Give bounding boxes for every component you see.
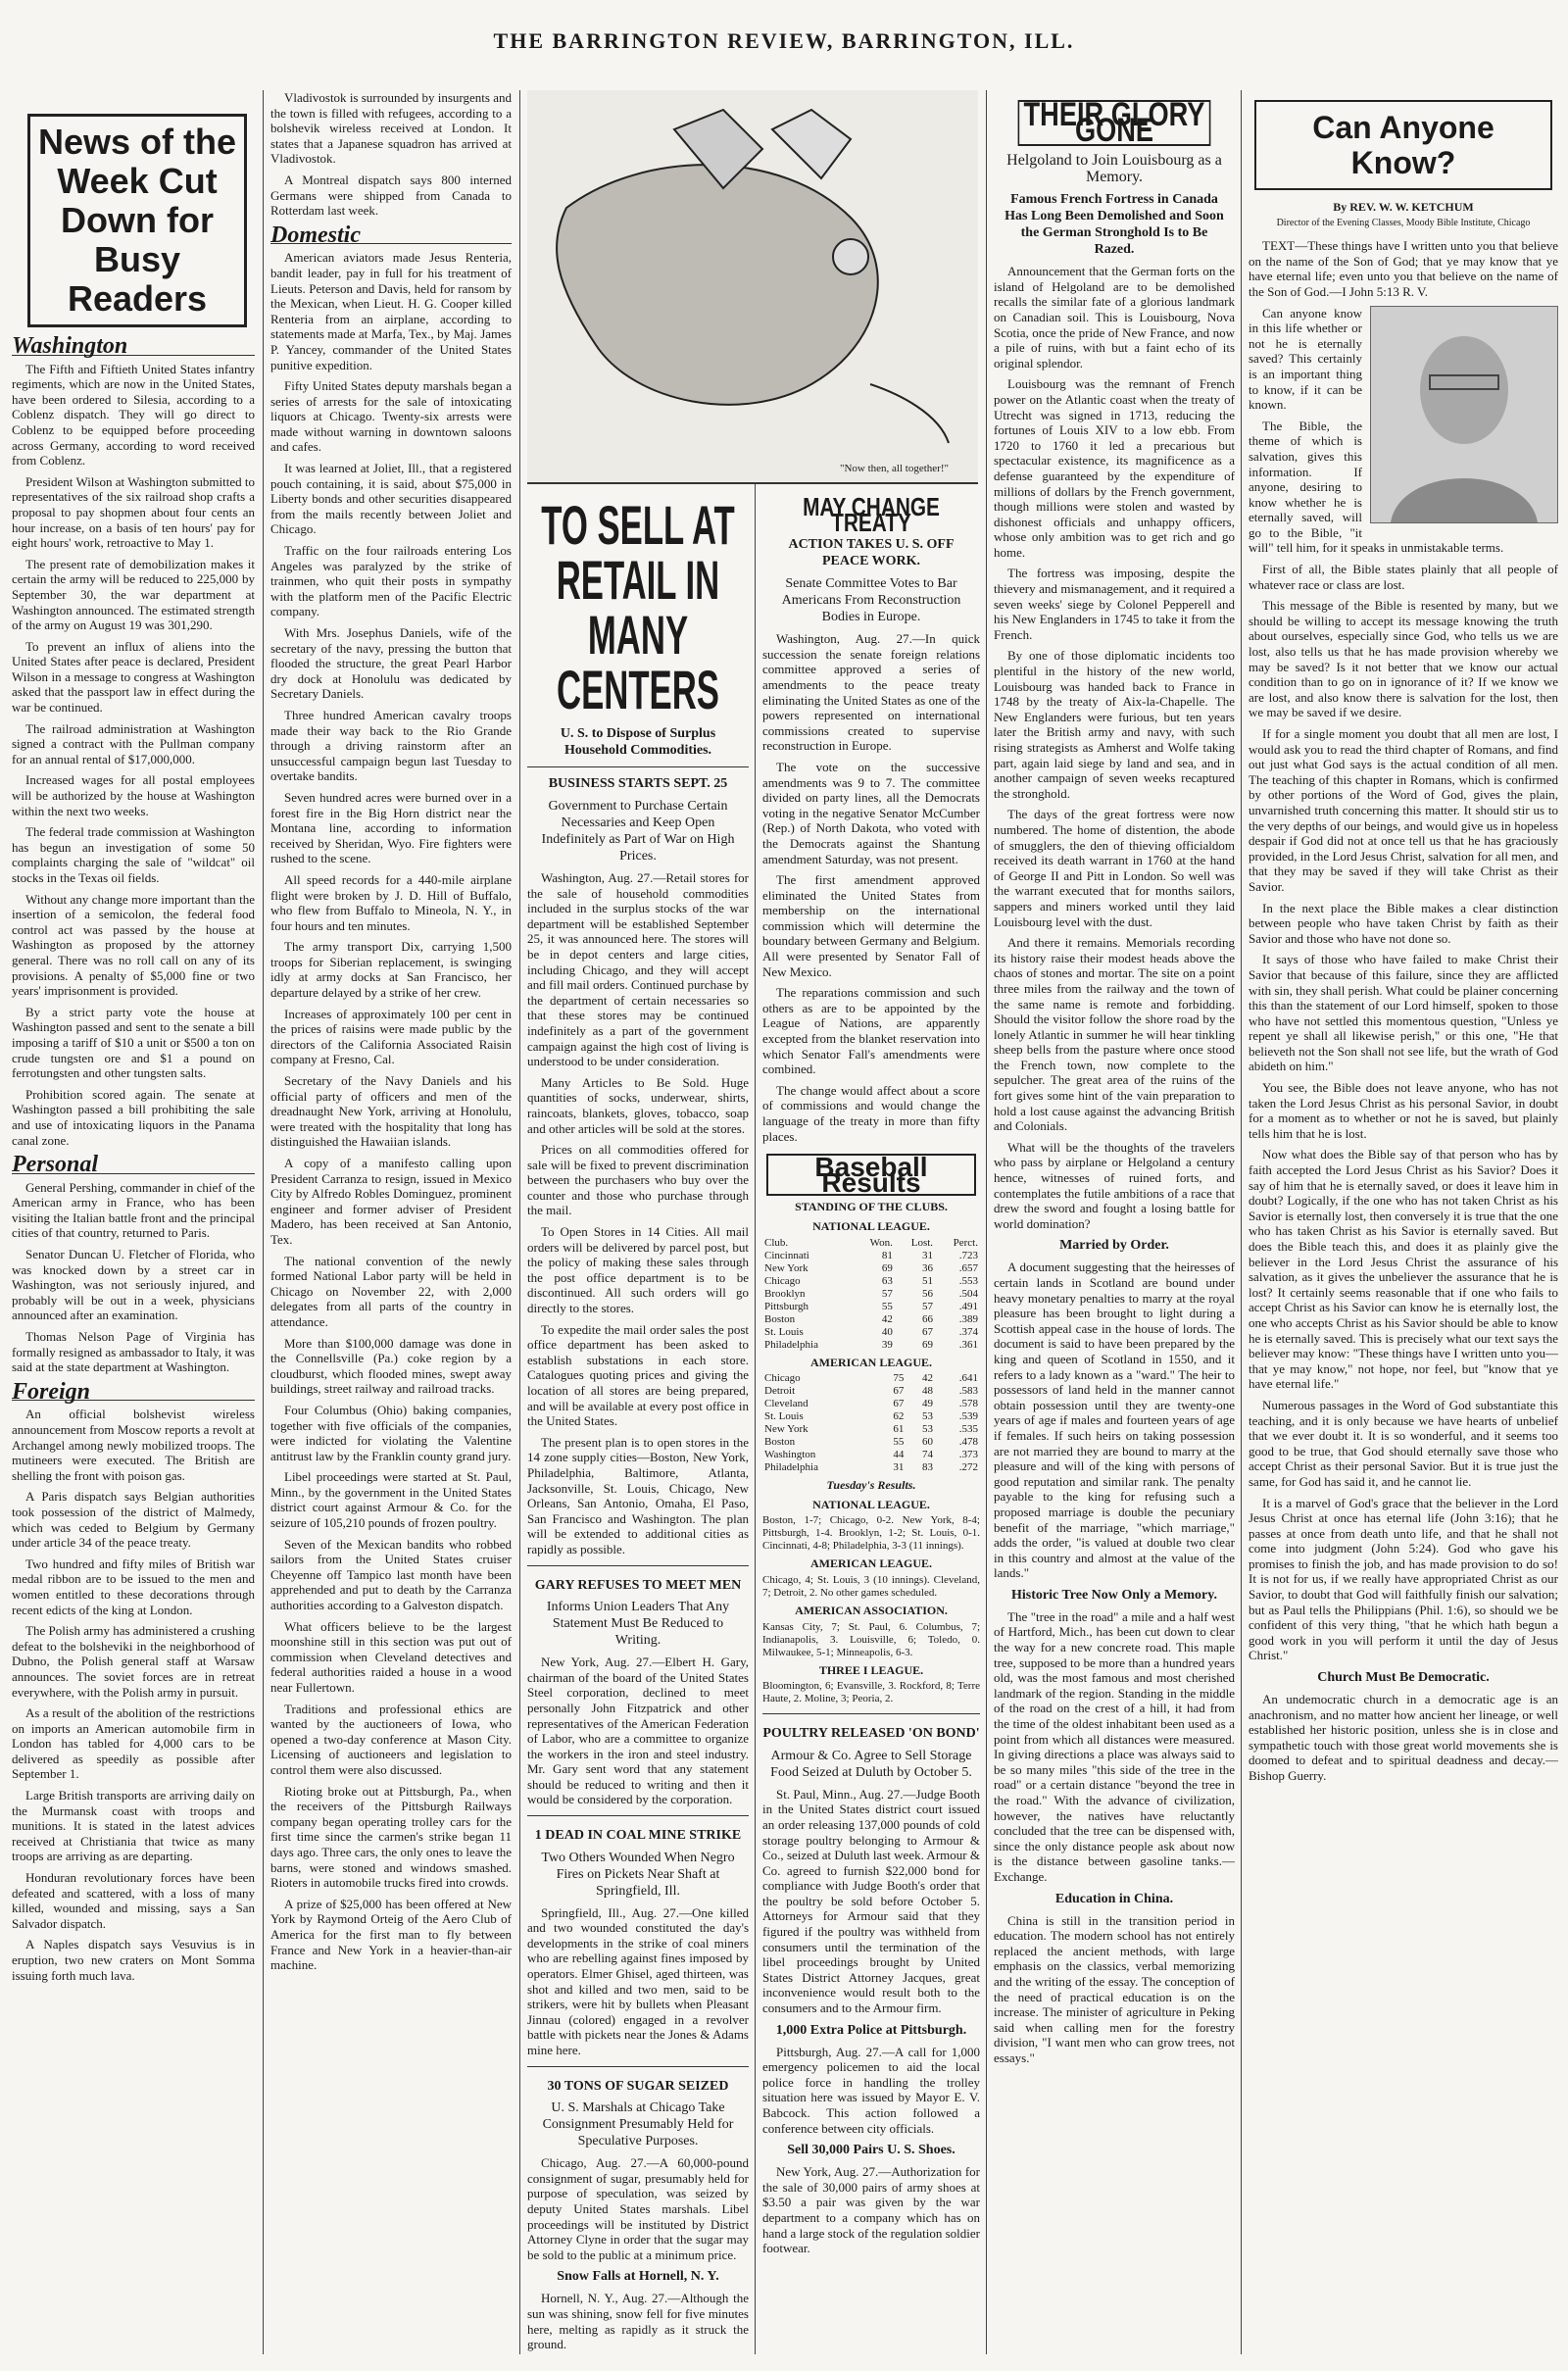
article-paragraph: The federal trade commission at Washington has begun an investigation of some 50 complaints charging the sale of "wildcat" oil stocks in the Texas oil fields. xyxy=(12,824,255,885)
tree-body: The "tree in the road" a mile and a half west of Hartford, Mich., has been cut down to clear the way for a new concrete road. This maple tree, supposed to be more than a hundred years old, was the most famous and most cherished landmark of the region. Standing in the middle of the road on the crest of a hill, it had from the time of the oldest inhabitant been used as a point from which all distances were measured. In giving directions a place was always said to be so many miles "this side of the tree in the road" or a certain distance "beyond the tree in the road." With the advance of civilization, however, the natives have reluctantly concluded that the tree can be dispensed with, since the only distance people ask about now is the distance between gasoline tanks.—Exchange. xyxy=(994,1608,1235,1884)
table-cell: 83 xyxy=(921,1461,933,1474)
table-row xyxy=(762,1301,980,1313)
editorial-cartoon xyxy=(527,90,978,484)
table-row xyxy=(762,1385,980,1398)
table-cell: .373 xyxy=(958,1449,978,1461)
table-cell: Detroit xyxy=(764,1385,796,1398)
article-paragraph: With Mrs. Josephus Daniels, wife of the secretary of the navy, pressing the button that flooded the structure, the great Pearl Harbor dry dock at Honolulu was dedicated by Secretary Daniels. xyxy=(270,625,512,702)
table-row xyxy=(762,1423,980,1436)
standings-head: STANDING OF THE CLUBS. xyxy=(795,1200,948,1214)
article-paragraph: Traffic on the four railroads entering Los Angeles was paralyzed by the strike of trainmen, who quit their posts in sympathy with the platform men of the Pacific Electric company. xyxy=(270,543,512,619)
deck-treaty: ACTION TAKES U. S. OFF PEACE WORK. xyxy=(788,537,955,569)
article-paragraph: First of all, the Bible states plainly that all people of whatever race or class are lost. xyxy=(1249,562,1558,592)
shoes-body: New York, Aug. 27.—Authorization for the sale of 30,000 pairs of army shoes at $3.50 a pair was given by the war department to a company which has on hand a large stock of the regulation soldier footwear. xyxy=(762,2164,980,2256)
article-paragraph: Louisbourg was the remnant of French power on the Atlantic coast when the treaty of Utrecht was signed in 1713, reducing the fortunes of Louis XIV to a low ebb. From 1720 to 1760 it led a precarious but spectacular existence, its magnificence as a defense guaranteed by the expenditure of millions of dollars by the French government, though millions were stolen and wasted by dishonest officials and unhappy officers, whose only ambition was to get rich and go home. xyxy=(994,376,1235,560)
sermon-text-verse: TEXT—These things have I written unto you that believe on the name of the Son of God; that ye may know that ye have eternal life; even unto you that believe on the name of the Son of God.—I John 5:13 R. V. xyxy=(1249,238,1558,299)
table-cell: St. Louis xyxy=(764,1410,804,1423)
column-header: Club. xyxy=(764,1236,789,1249)
snow-body: Hornell, N. Y., Aug. 27.—Although the sun was shining, snow fell for five minutes here, melting as rapidly as it struck the ground. xyxy=(527,2291,749,2352)
section-washington: Washington xyxy=(12,339,255,356)
article-paragraph: To prevent an influx of aliens into the United States after peace is declared, President Wilson in a message to congress at Washington asked that the passport law in effect during the war be continued. xyxy=(12,638,255,716)
tuesday-results-head: Tuesday's Results. xyxy=(826,1478,916,1493)
article-paragraph: Honduran revolutionary forces have been defeated and scattered, with a loss of many killed, wounded and missing, says a San Salvador dispatch. xyxy=(12,1870,255,1931)
deck-government: Government to Purchase Certain Necessaries and Keep Open Indefinitely as Part of War on High Prices. xyxy=(541,799,735,864)
article-paragraph: It was learned at Joliet, Ill., that a registered pouch containing, it is said, about $75,000 in Liberty bonds and other securities disappeared from the mails recently between Joliet and Chicago. xyxy=(270,461,512,537)
article-paragraph: By a strict party vote the house at Washington passed and sent to the senate a bill imposing a tariff of $10 a unit or $500 a ton on crude tungsten ore and $1 a pound on ferrotungsten and other tungsten salts. xyxy=(12,1004,255,1081)
table-cell: Cincinnati xyxy=(764,1249,809,1261)
deck-mine: Two Others Wounded When Negro Fires on Pickets Near Shaft at Springfield, Ill. xyxy=(541,1850,735,1899)
article-paragraph: A copy of a manifesto calling upon President Carranza to resign, issued in Mexico City by Alfredo Robles Dominguez, prominent engineer and former adviser of President Madero, has been received at San Antonio, Tex. xyxy=(270,1156,512,1247)
table-cell: 31 xyxy=(922,1249,934,1261)
table-cell: Chicago xyxy=(764,1372,801,1385)
article-paragraph: President Wilson at Washington submitted to representatives of the six railroad shop crafts a proposal to pay shopmen about four cents an hour increase, on a basis of ten hours' pay for eight hours' work, retroactive to May 1. xyxy=(12,473,255,551)
article-paragraph: More than $100,000 damage was done in the Connellsville (Pa.) coke region by a cloudburst, which flooded mines, swept away buildings, street railway and railroad tracks. xyxy=(270,1335,512,1397)
divider xyxy=(527,2066,749,2067)
table-cell: .657 xyxy=(958,1261,978,1274)
table-cell: 48 xyxy=(921,1385,933,1398)
article-paragraph: A Paris dispatch says Belgian authorities took possession of the district of Malmedy, which was ceded to Belgium by Germany under article 34 of the peace treaty. xyxy=(12,1489,255,1551)
table-cell: Boston xyxy=(764,1436,796,1449)
table-cell: 55 xyxy=(893,1436,905,1449)
table-cell: 31 xyxy=(893,1461,905,1474)
sermon-title: Can Anyone Know? xyxy=(1312,110,1494,180)
deck-glory-2: Famous French Fortress in Canada Has Long Been Demolished and Soon the German Stronghold Is to Be Razed. xyxy=(1004,192,1224,258)
table-cell: .535 xyxy=(958,1423,978,1436)
table-cell: St. Louis xyxy=(764,1325,804,1338)
table-cell: .583 xyxy=(958,1385,978,1398)
table-cell: .361 xyxy=(958,1338,978,1351)
column-rule xyxy=(519,90,520,2354)
headline-gary: GARY REFUSES TO MEET MEN xyxy=(534,1577,742,1593)
section-personal: Personal xyxy=(12,1158,255,1174)
table-cell: Cleveland xyxy=(764,1398,808,1410)
headline-tree: Historic Tree Now Only a Memory. xyxy=(1011,1587,1217,1603)
divider xyxy=(762,1713,980,1714)
deck-sugar: U. S. Marshals at Chicago Take Consignment Presumably Held for Speculative Purposes. xyxy=(542,2100,734,2149)
table-cell: .389 xyxy=(958,1312,978,1325)
article-paragraph: The reparations commission and such others as are to be appointed by the League of Nations, are apparently excepted from the blanket reservation into which Senator Fall's amendments were combined. xyxy=(762,985,980,1077)
article-paragraph: Traditions and professional ethics are wanted by the auctioneers of Iowa, who opened a two-day conference at Mason City. Licensing of auctioneers and legislation to control them were also discussed. xyxy=(270,1701,512,1777)
article-paragraph: The days of the great fortress were now numbered. The home of distention, the abode of smugglers, the den of thieving officialdom received its death warrant in 1760 at the hand of George II and Pitt in London. So well was the warrant executed that for months sailors, sappers and miners worked until they laid Louisbourg level with the dust. xyxy=(994,807,1235,929)
church-body: An undemocratic church in a democratic age is an anachronism, and no matter how ancient her lineage, or well established her historic position, unless she is in close and sympathetic touch with those great world movements she is doomed to defeat and to spiritual deadness and decay.—Bishop Guerry. xyxy=(1249,1692,1558,1783)
article-paragraph: And there it remains. Memorials recording its history raise their modest heads above the chaos of stones and mortar. The site on a point three miles from the railway and the town of the same name is remote and forbidding. Should the visitor follow the shore road by the lonely Atlantic in summer he will hear tinkling sheep bells from the pasture where once stood the French town, now complete to the sepulcher. The great area of the ruins of the fort gives some hint of the vain preparation to hold a lost cause against the advancing British and Colonials. xyxy=(994,935,1235,1134)
article-paragraph: Now what does the Bible say of that person who has by faith accepted the Lord Jesus Christ as his Savior? Does it say of him that he is eternally saved, or does it leave him in doubt? Logically, if the one who has not taken Christ as his Savior is eternally lost, then conversely it is true that the one who has taken Christ as his Savior is eternally saved. But does the Bible teach this, and does it as plainly give the believer in the Lord Jesus Christ the assurance of his salvation, as it gives the unbeliever the assurance that he is lost? It certainly seems reasonable that if one who fails to accept Christ as his Savior can know he is eternally lost, the one who accepts Christ as his Savior should be able to know he is eternally saved. This is precisely what our text says the believer may know: "These things have I written unto you—that ye may know," not hope, nor feel, but "know that ye have eternal life." xyxy=(1249,1147,1558,1392)
table-cell: 62 xyxy=(893,1410,905,1423)
headline-church: Church Must Be Democratic. xyxy=(1317,1670,1490,1686)
article-paragraph: Prices on all commodities offered for sale will be fixed to prevent discrimination between the purchasers who buy over the counter and those who purchase through the mail. xyxy=(527,1142,749,1218)
section-foreign: Foreign xyxy=(12,1385,255,1402)
column-header: Won. xyxy=(869,1236,893,1249)
table-cell: 53 xyxy=(921,1423,933,1436)
article-paragraph: Four Columbus (Ohio) baking companies, together with five officials of the companies, were indicted for violating the Valentine antitrust law by the Franklin county grand jury. xyxy=(270,1402,512,1463)
deck-retail: U. S. to Dispose of Surplus Household Commodities. xyxy=(560,726,716,758)
married-body: A document suggesting that the heiresses of certain lands in Scotland are bound under heavy monetary penalties to marry at the royal pleasure has been brought to light during a Scottish appeal case in the house of lords. The document is said to have been prepared by the king and queen of Scotland in 1550, and it refers to a lady known as a "ward." The heir to possessors of land held in the manner cannot obtain possession until they are twenty-one years of age if males and fourteen years of age if females. If such heirs on taking possession are not married they are bound to marry at the pleasure and will of the king with persons of good reputation and similar rank. The penalty payable to the king for refusing such a proposed marriage is double the pecuniary benefit of the marriage, "which marriage," adds the order, "is valued at double two clear in this country and almost at the value of the lands." xyxy=(994,1260,1235,1581)
tuesday-nl-head: NATIONAL LEAGUE. xyxy=(812,1497,930,1511)
table-cell: 67 xyxy=(922,1325,934,1338)
article-paragraph: Without any change more important than the insertion of a semicolon, the federal food control act was passed by the house at Washington as proposed by the attorney general. There was no roll call on any of its provisions. A penalty of $5,000 fine or two years' imprisonment is provided. xyxy=(12,891,255,999)
washington-items xyxy=(12,362,255,1149)
article-paragraph: A Naples dispatch says Vesuvius is in eruption, two new craters on Mont Somma issuing forth much lava. xyxy=(12,1937,255,1983)
table-row xyxy=(762,1436,980,1449)
sermon-title-box xyxy=(1254,100,1552,190)
article-paragraph: The Fifth and Fiftieth United States infantry regiments, which are now in the United States, have been ordered to Silesia, according to a Coblenz dispatch. They will go direct to Coblenz to be equipped before proceeding across Germany, according to word received from Coblenz. xyxy=(12,361,255,469)
column-header: Perct. xyxy=(953,1236,978,1249)
article-paragraph: If for a single moment you doubt that all men are lost, I would ask you to read the third chapter of Romans, and find out just what God says is the actual condition of all men. The teaching of this chapter in Romans, which is confirmed by other portions of the Word of God, gives the plain, unvarnished truth concerning this matter. It should stir us to the very depths of our beings, and would give us in hopeless despair if God did not at once tell us that he has graciously provided, in the Lord Jesus Christ, salvation for all men, and that they may be saved if they will take Christ as their Savior. xyxy=(1249,726,1558,894)
table-cell: Pittsburgh xyxy=(764,1300,809,1312)
table-cell: 69 xyxy=(922,1338,934,1351)
table-cell: 66 xyxy=(922,1312,934,1325)
table-cell: 57 xyxy=(922,1300,934,1312)
article-paragraph: Springfield, Ill., Aug. 27.—One killed and two wounded constituted the day's developments in the strike of coal miners who are rebelling against fines imposed by operators. Elmer Ghisel, aged thirteen, was shot and killed and two men, said to be strikers, were hit by bullets when Pleasant Jinnau (colored) engaged in a revolver battle with pickets near the Jones & Adams mine here. xyxy=(527,1904,749,2057)
table-row xyxy=(762,1275,980,1288)
article-paragraph: The present plan is to open stores in the 14 zone supply cities—Boston, New York, Philadelphia, Baltimore, Atlanta, Jacksonville, St. Louis, Chicago, New Orleans, San Antonio, Omaha, El Paso, San Francisco and Washington. The plan will be extended to additional cities as rapidly as possible. xyxy=(527,1434,749,1556)
table-cell: 36 xyxy=(922,1261,934,1274)
sermon-byline: By REV. W. W. KETCHUM xyxy=(1333,200,1474,214)
tuesday-al-head: AMERICAN LEAGUE. xyxy=(809,1556,932,1571)
deck-glory: Helgoland to Join Louisbourg as a Memory. xyxy=(1006,152,1222,186)
headline-sugar: 30 TONS OF SUGAR SEIZED xyxy=(547,2078,729,2094)
article-paragraph: American aviators made Jesus Renteria, bandit leader, pay in full for his treatment of Lieuts. Peterson and Davis, held for ransom by the Mexican, when Lieut. H. G. Cooper killed Renteria from an airplane, according to statements made at Marfa, Tex., by Maj. James P. Yancey, commander of the United States punitive expedition. xyxy=(270,250,512,372)
headline-married: Married by Order. xyxy=(1059,1238,1169,1254)
article-paragraph: The army transport Dix, carrying 1,500 troops for Siberian replacement, is swinging idly at army docks at San Francisco, her departure delayed by a strike of her crew. xyxy=(270,939,512,1001)
table-cell: .539 xyxy=(958,1410,978,1423)
tuesday-3i-head: THREE I LEAGUE. xyxy=(818,1662,924,1677)
article-paragraph: The fortress was imposing, despite the thievery and mismanagement, and it required a seven weeks' siege by Colonel Pepperell and his New Englanders in 1745 to take it from the French. xyxy=(994,566,1235,642)
article-paragraph: Chicago, Aug. 27.—A 60,000-pound consignment of sugar, presumably held for purpose of speculation, was seized by deputy United States marshals. Libel proceedings will be instituted by District Attorney Clyne in order that the sugar may be sold to the public at a minimum price. xyxy=(527,2155,749,2262)
table-row xyxy=(762,1372,980,1385)
masthead: THE BARRINGTON REVIEW, BARRINGTON, ILL. xyxy=(493,28,1075,53)
column-header: Lost. xyxy=(910,1236,934,1249)
tuesday-nl-results: Boston, 1-7; Chicago, 0-2. New York, 8-4; Pittsburgh, 1-4. Brooklyn, 1-2; St. Louis, 0-1. Cincinnati, 4-8; Philadelphia, 3-3 (11 innings). xyxy=(762,1514,980,1553)
table-cell: Chicago xyxy=(764,1274,801,1287)
article-paragraph: Seven hundred acres were burned over in a forest fire in the Big Horn district near the Montana line, according to information received by Sheridan, Wyo. Fire fighters were rushed to the scene. xyxy=(270,789,512,866)
article-paragraph: Senator Duncan U. Fletcher of Florida, who was knocked down by a street car in Washington, was not seriously injured, and probably will be out in a week, physicians announced after an examination. xyxy=(12,1247,255,1323)
column-can-anyone-know xyxy=(1249,90,1558,2354)
national-standings-table xyxy=(762,1237,980,1352)
table-cell: Philadelphia xyxy=(764,1461,818,1474)
table-cell: 60 xyxy=(921,1436,933,1449)
baseball-box xyxy=(766,1154,976,1196)
article-paragraph: The present rate of demobilization makes it certain the army will be reduced to 225,000 by September 30, the war department at Washington announced. The estimated strength of the army on August 19 was 301,290. xyxy=(12,556,255,633)
article-paragraph: The railroad administration at Washington signed a contract with the Pullman company for an annual rental of $17,000,000. xyxy=(12,720,255,766)
article-paragraph: An official bolshevist wireless announcement from Moscow reports a revolt at Archangel among newly mobilized troops. The mutineers were executed. The British are shelling the front with poison gas. xyxy=(12,1407,255,1483)
table-cell: 55 xyxy=(881,1300,893,1312)
article-paragraph: Thomas Nelson Page of Virginia has formally resigned as ambassador to Italy, it was said at the state department at Washington. xyxy=(12,1329,255,1375)
table-cell: .272 xyxy=(958,1461,978,1474)
headline-poultry: POULTRY RELEASED 'ON BOND' xyxy=(762,1726,980,1742)
column-rule xyxy=(986,90,987,2354)
tuesday-3i-results: Bloomington, 6; Evansville, 3. Rockford, 8; Terre Haute, 2. Moline, 3; Peoria, 2. xyxy=(762,1680,980,1705)
headline-police: 1,000 Extra Police at Pittsburgh. xyxy=(775,2022,967,2038)
article-paragraph: What will be the thoughts of the travelers who pass by airplane or Helgoland a century hence, witnesses of ruined forts, and contemplates the futile ambitions of a race that drew the sword and fought a losing battle for world domination? xyxy=(994,1139,1235,1231)
column-retail-stores xyxy=(527,490,749,2354)
table-cell: Brooklyn xyxy=(764,1287,806,1300)
china-body: China is still in the transition period in education. The modern school has not entirely replaced the ancient methods, with large emphasis on the classics, verbal memorizing and the writing of the essay. The conception of the need of practical education is on the increase. The minister of agriculture in Peking said when calling men for the forestry division, "I want men who can grow trees, not essays." xyxy=(994,1912,1235,2065)
article-paragraph: The national convention of the newly formed National Labor party will be held in Chicago on November 22, with 2,000 delegates from all parts of the country in attendance. xyxy=(270,1253,512,1329)
article-paragraph: The Polish army has administered a crushing defeat to the bolsheviki in the neighborhood of Dubno, the Polish general staff at Warsaw announces. The soviet forces are in retreat everywhere, with the Polish army in pursuit. xyxy=(12,1623,255,1700)
article-paragraph: Three hundred American cavalry troops made their way back to the Rio Grande through a driving rainstorm after an unsuccessful campaign begun last Tuesday to overtake bandits. xyxy=(270,707,512,784)
deck-poultry: Armour & Co. Agree to Sell Storage Food Seized at Duluth by October 5. xyxy=(770,1748,972,1780)
headline-snow: Snow Falls at Hornell, N. Y. xyxy=(557,2269,719,2285)
article-paragraph: Rioting broke out at Pittsburgh, Pa., when the receivers of the Pittsburgh Railways company began operating trolley cars for the first time since the carmen's strike began 11 days ago. Three cars, the only ones to leave the barns, were stoned and windows smashed. Rioters in automobile trucks fired into crowds. xyxy=(270,1783,512,1891)
article-paragraph: The change would affect about a score of commissions and would change the language of the treaty in more than fifty places. xyxy=(762,1082,980,1144)
tuesday-aa-head: AMERICAN ASSOCIATION. xyxy=(795,1603,948,1617)
article-paragraph: Vladivostok is surrounded by insurgents and the town is filled with refugees, according to a bolshevik wireless received at London. It states that a Japanese squadron has arrived at Vladivostok. xyxy=(270,90,512,167)
deck-business-starts: BUSINESS STARTS SEPT. 25 xyxy=(548,776,728,791)
retail-body xyxy=(527,870,749,1557)
article-paragraph: It says of those who have failed to make Christ their Savior that because of this failure, since they are afflicted with sin, they shall perish. What could be plainer concerning this than the statement of our Lord himself, spoken to those who have not settled this momentous question, "Unless ye repent ye shall all likewise perish," or this one, "He that believeth not the Son shall not see life, but the wrath of God abideth on him." xyxy=(1249,952,1558,1074)
deck-treaty-2: Senate Committee Votes to Bar Americans From Reconstruction Bodies in Europe. xyxy=(781,576,961,625)
treaty-body xyxy=(762,631,980,1144)
article-paragraph: To expedite the mail order sales the post office department has been asked to establish substations in each store. Catalogues quoting prices and giving the location of all stores are being prepared, and will be available at every post office in the United States. xyxy=(527,1321,749,1429)
article-paragraph: Large British transports are arriving daily on the Murmansk coast with troops and munitions. It is stated in the latest advices received at Christiania that twice as many troops are arriving as are departing. xyxy=(12,1788,255,1864)
article-paragraph: St. Paul, Minn., Aug. 27.—Judge Booth in the United States district court issued an order releasing 137,000 pounds of cold storage poultry belonging to Armour & Co., seized at Duluth last week. Armour & Co. agreed to furnish $22,000 bond for compliance with Judge Booth's order that the poultry be sold before October 5. Attorneys for Armour said that they figured if the poultry was withheld from consumers until the termination of the libel proceedings brought by United States District Attorney Jacques, great inconvenience would result both to the consumers and to the Armour firm. xyxy=(762,1786,980,2016)
poultry-body xyxy=(762,1787,980,2016)
column-domestic xyxy=(270,90,512,2354)
table-cell: 49 xyxy=(921,1398,933,1410)
table-cell: .641 xyxy=(958,1372,978,1385)
table-row xyxy=(762,1398,980,1410)
deck-gary: Informs Union Leaders That Any Statement Must Be Reduced to Writing. xyxy=(546,1600,730,1649)
table-cell: Philadelphia xyxy=(764,1338,818,1351)
table-row xyxy=(762,1313,980,1326)
mine-body xyxy=(527,1905,749,2058)
table-cell: 61 xyxy=(893,1423,905,1436)
divider xyxy=(527,1815,749,1816)
article-paragraph: Washington, Aug. 27.—Retail stores for the sale of household commodities included in the surplus stocks of the war department will be established September 25, it was announced here. The stores will be in depot centers and large cities, including Chicago, and they will accept and fill mail orders. Continued purchase by the department of certain necessaries so that these stores may be continued indefinitely as a part of the government campaign against the high cost of living is understood to be under consideration. xyxy=(527,870,749,1069)
article-paragraph: New York, Aug. 27.—Elbert H. Gary, chairman of the board of the United States Steel corporation, declined to meet personally John Fitzpatrick and other representatives of the American Federation of Labor, who are a committee to organize the workers in the iron and steel industry. Mr. Gary sent word that any statement should be reduced to writing and then it would be considered by the corporation. xyxy=(527,1655,749,1807)
table-cell: 42 xyxy=(881,1312,893,1325)
column-rule xyxy=(1241,90,1242,2354)
baseball-title: Baseball Results xyxy=(814,1152,928,1198)
column2-top-items xyxy=(270,90,512,219)
article-paragraph: A prize of $25,000 has been offered at New York by Raymond Orteig of the Aero Club of America for the first man to fly between France and New York in a heavier-than-air machine. xyxy=(270,1896,512,1973)
article-paragraph: To Open Stores in 14 Cities. All mail orders will be delivered by parcel post, but the policy of making these sales through the post office department is to be discontinued. All such orders will go directly to the stores. xyxy=(527,1224,749,1316)
table-row xyxy=(762,1288,980,1301)
table-cell: 40 xyxy=(881,1325,893,1338)
tuesday-al-results: Chicago, 4; St. Louis, 3 (10 innings). Cleveland, 7; Detroit, 2. No other games scheduled. xyxy=(762,1573,980,1599)
table-cell: .374 xyxy=(958,1325,978,1338)
national-league-head: NATIONAL LEAGUE. xyxy=(812,1218,930,1233)
column-rule xyxy=(263,90,264,2354)
section-domestic: Domestic xyxy=(270,228,512,245)
table-cell: 69 xyxy=(881,1261,893,1274)
table-cell: 51 xyxy=(922,1274,934,1287)
divider xyxy=(527,766,749,767)
american-standings-table xyxy=(762,1372,980,1474)
table-cell: 57 xyxy=(881,1287,893,1300)
article-paragraph: Numerous passages in the Word of God substantiate this teaching, and it is only because we have hearts of unbelief that we ever doubt it. It is so wonderful, and it seems too good to be true, that God should eternally save those who accept Christ as their personal Savior. But it is true just the same, for God has said it, and he cannot lie. xyxy=(1249,1397,1558,1489)
author-portrait xyxy=(1370,306,1558,523)
headline-retail: TO SELL AT RETAIL IN MANY CENTERS xyxy=(541,494,735,720)
table-row xyxy=(762,1262,980,1275)
table-cell: .491 xyxy=(958,1300,978,1312)
article-paragraph: The first amendment approved eliminated the United States from membership on the international commission which will determine the boundary between Germany and Belgium. All were presented by Senator Fall of New Mexico. xyxy=(762,872,980,979)
table-cell: 67 xyxy=(893,1385,905,1398)
table-cell: 81 xyxy=(881,1249,893,1261)
article-paragraph: Increases of approximately 100 per cent in the prices of raisins were made public by the directors of the California Associated Raisin company at Fresno, Cal. xyxy=(270,1006,512,1067)
table-cell: New York xyxy=(764,1261,808,1274)
headline-china: Education in China. xyxy=(1054,1891,1174,1906)
article-paragraph: Washington, Aug. 27.—In quick succession the senate foreign relations committee approved a series of amendments to the peace treaty eliminating the United States as one of the powers represented on international commissions created to supervise reconstruction in Europe. xyxy=(762,631,980,754)
article-paragraph: As a result of the abolition of the restrictions on imports an American automobile firm in London has tabled for 4,000 cars to be delivered as speedily as possible after September 1. xyxy=(12,1705,255,1782)
table-cell: 63 xyxy=(881,1274,893,1287)
table-cell: .478 xyxy=(958,1436,978,1449)
article-paragraph: The vote on the successive amendments was 9 to 7. The committee divided on party lines, all the Democrats voting in the negative Senator McCumber (Rep.) of North Dakota, who voted with the Democrats against the Shantung amendment Saturday, was not present. xyxy=(762,759,980,866)
sugar-body xyxy=(527,2155,749,2262)
table-cell: 67 xyxy=(893,1398,905,1410)
table-header-row xyxy=(762,1237,980,1250)
article-paragraph: General Pershing, commander in chief of the American army in France, who has been visiting the Italian battle front and the principal cities of that country, returned to Paris. xyxy=(12,1179,255,1241)
article-paragraph: Libel proceedings were started at St. Paul, Minn., by the government in the United States district court against Armour & Co. for the seizure of 105,210 pounds of frozen poultry. xyxy=(270,1469,512,1531)
article-paragraph: Announcement that the German forts on the island of Helgoland are to be demolished recalls the similar fate of a glorious landmark on Canadian soil. This is Louisbourg, Nova Scotia, once the pride of New France, and now a pile of ruins, with but a faint echo of its original splendor. xyxy=(994,264,1235,370)
sermon-byline-title: Director of the Evening Classes, Moody Bible Institute, Chicago xyxy=(1276,217,1531,228)
table-cell: .504 xyxy=(958,1287,978,1300)
police-body: Pittsburgh, Aug. 27.—A call for 1,000 emergency policemen to aid the local police force in handling the trolley situation here was issued by Mayor E. V. Babcock. This action followed a conference between city officials. xyxy=(762,2044,980,2136)
table-cell: Boston xyxy=(764,1312,796,1325)
article-paragraph: What officers believe to be the largest moonshine still in this section was put out of commission when Cleveland detectives and federal authorities raided a house in a wood near Fullertown. xyxy=(270,1618,512,1695)
table-row xyxy=(762,1326,980,1339)
table-row xyxy=(762,1250,980,1262)
table-cell: 39 xyxy=(881,1338,893,1351)
article-paragraph: A Montreal dispatch says 800 interned Germans were shipped from Canada to Rotterdam last week. xyxy=(270,172,512,219)
headline-shoes: Sell 30,000 Pairs U. S. Shoes. xyxy=(787,2143,956,2158)
article-paragraph: Prohibition scored again. The senate at Washington passed a bill prohibiting the sale and use of intoxicating liquors in the Panama canal zone. xyxy=(12,1086,255,1148)
gary-body xyxy=(527,1655,749,1807)
table-row xyxy=(762,1461,980,1474)
table-cell: .578 xyxy=(958,1398,978,1410)
divider xyxy=(527,1565,749,1566)
cartoon-caption: "Now then, all together!" xyxy=(839,463,949,474)
column-glory-gone xyxy=(994,90,1235,2354)
table-cell: 56 xyxy=(922,1287,934,1300)
column-treaty xyxy=(762,490,980,2354)
table-cell: .553 xyxy=(958,1274,978,1287)
headline-glory: THEIR GLORY GONE xyxy=(1018,100,1211,146)
table-cell: 44 xyxy=(893,1449,905,1461)
table-cell: 42 xyxy=(921,1372,933,1385)
headline-treaty: MAY CHANGE TREATY xyxy=(803,492,940,537)
article-paragraph: Can anyone know in this life whether or not he is eternally saved? This certainly is an important thing to know, if it can be known. xyxy=(1249,305,1362,413)
table-cell: .723 xyxy=(958,1249,978,1261)
article-paragraph: Many Articles to Be Sold. Huge quantities of socks, underwear, shirts, raincoats, blankets, gloves, tobacco, soap and other articles will be sold at the stores. xyxy=(527,1074,749,1136)
table-cell: Washington xyxy=(764,1449,816,1461)
foreign-items xyxy=(12,1407,255,1983)
table-row xyxy=(762,1339,980,1352)
glory-body xyxy=(994,264,1235,1231)
article-paragraph: You see, the Bible does not leave anyone, who has not taken the Lord Jesus Christ as his personal Savior, in doubt for a moment as to whether or not he is saved, but plainly tells him that he is lost. xyxy=(1249,1080,1558,1141)
article-paragraph: This message of the Bible is resented by many, but we should be willing to accept its message knowing the truth about ourselves, especially since God, who tells us we are lost, also tells us that he has made provision whereby we may be saved? Is it not better that we know our actual condition than to go on in ignorance of it? If we know we are lost, and also know there is salvation for the lost, then we may be saved if we desire. xyxy=(1249,598,1558,720)
american-league-head: AMERICAN LEAGUE. xyxy=(809,1355,932,1369)
article-paragraph: Two hundred and fifty miles of British war medal ribbon are to be issued to the men and women entitled to these decorations through recent edicts of the king at London. xyxy=(12,1556,255,1617)
article-paragraph: The Bible, the theme of which is salvation, gives this information. If anyone, desiring to know whether he is eternally saved, will go to the Bible, "it will" tell him, for it speaks in unmistakable terms. xyxy=(1249,418,1504,556)
table-row xyxy=(762,1449,980,1461)
table-cell: 75 xyxy=(893,1372,905,1385)
article-paragraph: Seven of the Mexican bandits who robbed sailors from the United States cruiser Cheyenne off Tampico last month have been apprehended and put to death by the Carranza authorities according to a Galveston dispatch. xyxy=(270,1536,512,1613)
table-cell: 74 xyxy=(921,1449,933,1461)
table-row xyxy=(762,1410,980,1423)
article-paragraph: In the next place the Bible makes a clear distinction between people who have taken Christ by faith as their Savior and those who have not done so. xyxy=(1249,900,1558,946)
table-cell: 53 xyxy=(921,1410,933,1423)
column-news-of-week xyxy=(12,90,255,2354)
table-cell: New York xyxy=(764,1423,808,1436)
personal-items xyxy=(12,1180,255,1375)
headline-mine: 1 DEAD IN COAL MINE STRIKE xyxy=(534,1828,742,1844)
article-paragraph: All speed records for a 440-mile airplane flight were broken by J. D. Hill of Buffalo, who flew from Buffalo to Mineola, N. Y., in four hours and ten minutes. xyxy=(270,871,512,933)
article-paragraph: Fifty United States deputy marshals began a series of arrests for the sale of intoxicating liquors at Chicago. Twenty-six arrests were made without warning in downtown saloons and cafes. xyxy=(270,378,512,455)
article-paragraph: Secretary of the Navy Daniels and his official party of officers and men of the dreadnaught New York, arriving at Honolulu, were treated with the hospitality that long has distinguished the Hawaiian islands. xyxy=(270,1073,512,1150)
domestic-items xyxy=(270,250,512,1972)
news-box-title: News of the Week Cut Down for Busy Readers xyxy=(27,114,247,327)
cartoon-illustration xyxy=(527,90,978,482)
tuesday-aa-results: Kansas City, 7; St. Paul, 6. Columbus, 7; Indianapolis, 3. Louisville, 6; Toledo, 0. Milwaukee, 5-1; Minneapolis, 6-3. xyxy=(762,1620,980,1658)
article-paragraph: Increased wages for all postal employees will be authorized by the house at Washington within the next two weeks. xyxy=(12,772,255,818)
portrait-illustration xyxy=(1371,307,1557,522)
article-paragraph: By one of those diplomatic incidents too plentiful in the history of the new world, Louisbourg was handed back to France in 1748 by the treaty of Aix-la-Chapelle. The New Englanders were furious, but ten years later the British army and navy, with such rising strategists as Amherst and Wolfe taking part, again laid siege by land and sea, and in another campaign of seven weeks recaptured the stronghold. xyxy=(994,648,1235,801)
article-paragraph: It is a marvel of God's grace that the believer in the Lord Jesus Christ at once has eternal life (John 3:16); that he passes at once from death unto life, and that he shall not come into judgment (John 5:24). God who gave his promises to finish the job, and has made provision to do so! It is not for us, if we really have appropriated Christ as our Savior, to doubt that God will faithfully finish our salvation; but as Paul tells the Philippians (Phil. 1:6), so should we be confident of this very thing, "that he which hath begun a good work in you will perform it until the day of Jesus Christ." xyxy=(1249,1495,1558,1663)
